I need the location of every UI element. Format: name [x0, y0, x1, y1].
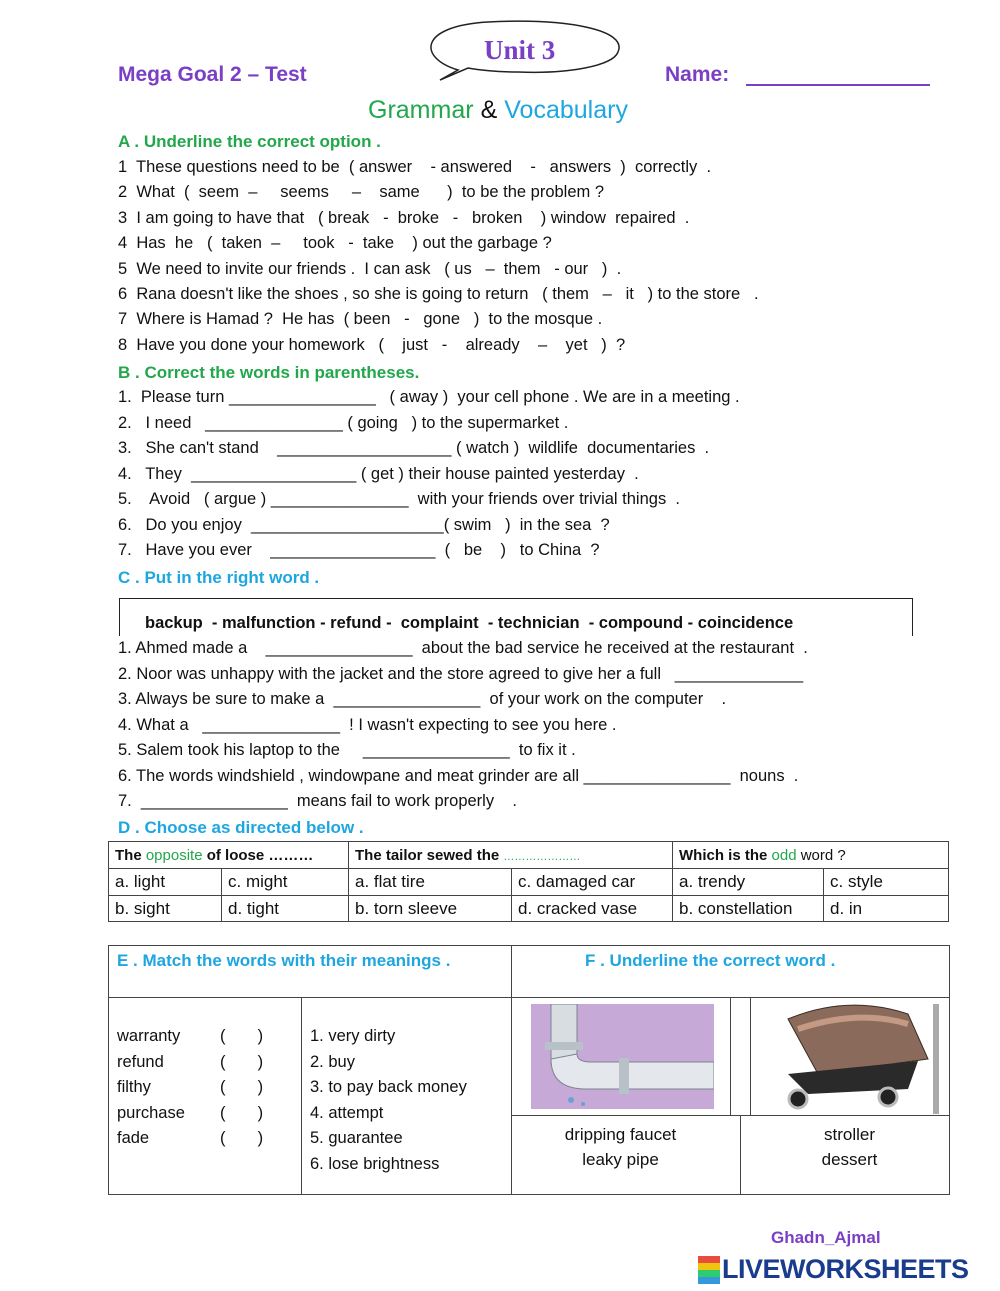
e-meaning: 3. to pay back money: [310, 1078, 467, 1096]
f-option[interactable]: leaky pipe: [582, 1150, 659, 1169]
d-option[interactable]: a. flat tire: [349, 869, 512, 896]
author-credit: Ghadn_Ajmal: [771, 1228, 881, 1247]
a-question[interactable]: 7 Where is Hamad ? He has ( been - gone ) to the mosque .: [118, 310, 603, 329]
e-meaning: 2. buy: [310, 1052, 355, 1071]
e-word: fade: [117, 1129, 150, 1147]
d-q1-prompt: The opposite of loose ………: [109, 842, 349, 869]
e-word: purchase: [117, 1103, 185, 1122]
e-word: refund: [117, 1052, 164, 1071]
stroller-image: [758, 999, 946, 1114]
a-question[interactable]: 4 Has he ( taken – took - take ) out the garbage ?: [118, 234, 552, 253]
d-option[interactable]: d. tight: [222, 896, 349, 922]
f-q1-options: [511, 1122, 730, 1172]
b-question[interactable]: 6. Do you enjoy _____________________( swim ) in the sea ?: [118, 515, 610, 534]
d-option[interactable]: c. damaged car: [512, 869, 673, 896]
b-question[interactable]: 4. They __________________ ( get ) their house painted yesterday .: [118, 464, 639, 483]
f-option[interactable]: stroller: [823, 1125, 875, 1144]
word-bank: backup - malfunction - refund - complaint - technician - compound - coincidence: [145, 614, 794, 632]
c-question[interactable]: 3. Always be sure to make a ________________ of your work on the computer .: [118, 690, 727, 708]
c-question[interactable]: 4. What a _______________ ! I wasn't expecting to see you here .: [118, 715, 617, 734]
c-question[interactable]: 7. ________________ means fail to work properly .: [118, 792, 518, 810]
e-answer-blank[interactable]: ( ): [220, 1103, 264, 1122]
c-question[interactable]: 1. Ahmed made a ________________ about the bad service he received at the restaurant .: [118, 639, 808, 657]
b-question[interactable]: 2. I need _______________ ( going ) to the supermarket .: [118, 413, 569, 432]
subtitle-grammar: Grammar: [368, 96, 474, 124]
section-a-title: A . Underline the correct option .: [118, 132, 381, 151]
d-option[interactable]: d. cracked vase: [512, 896, 673, 922]
section-d-title: D . Choose as directed below .: [118, 818, 364, 837]
c-question[interactable]: 6. The words windshield , windowpane and meat grinder are all ________________ nouns .: [118, 766, 799, 785]
d-option[interactable]: b. constellation: [673, 896, 824, 922]
liveworksheets-logo-icon: [698, 1256, 720, 1284]
e-meaning: 6. lose brightness: [310, 1154, 440, 1173]
d-option[interactable]: d. in: [824, 896, 949, 922]
leaky-pipe-image: [531, 1004, 714, 1109]
c-question[interactable]: 2. Noor was unhappy with the jacket and the store agreed to give her a full ______________: [118, 664, 804, 683]
b-question[interactable]: 7. Have you ever __________________ ( be ) to China ?: [118, 541, 600, 559]
unit-title: Unit 3: [484, 35, 556, 65]
section-b-title: B . Correct the words in parentheses.: [118, 363, 420, 382]
section-e-title: E . Match the words with their meanings .: [117, 951, 451, 970]
section-c-title: C . Put in the right word .: [118, 568, 320, 587]
e-answer-blank[interactable]: ( ): [220, 1052, 264, 1071]
b-question[interactable]: 5. Avoid ( argue ) _______________ with your friends over trivial things .: [118, 490, 680, 508]
brand-logo: LIVEWORKSHEETS: [722, 1254, 969, 1284]
d-option[interactable]: a. trendy: [673, 869, 824, 896]
section-d-table: [108, 841, 949, 922]
a-question[interactable]: 6 Rana doesn't like the shoes , so she is going to return ( them – it ) to the store .: [118, 285, 759, 303]
e-answer-blank[interactable]: ( ): [220, 1078, 264, 1096]
d-option[interactable]: c. might: [222, 869, 349, 896]
f-option[interactable]: dripping faucet: [564, 1125, 677, 1144]
d-q3-prompt: Which is the odd word ?: [673, 842, 949, 869]
d-option[interactable]: c. style: [824, 869, 949, 896]
e-word: filthy: [117, 1078, 151, 1096]
test-title: Mega Goal 2 – Test: [118, 63, 307, 86]
subtitle-vocabulary: Vocabulary: [504, 96, 628, 124]
a-question[interactable]: 8 Have you done your homework ( just - already – yet ) ?: [118, 335, 626, 354]
e-meaning: 5. guarantee: [310, 1129, 403, 1147]
e-word: warranty: [117, 1027, 181, 1045]
e-answer-blank[interactable]: ( ): [220, 1129, 264, 1147]
subtitle: [368, 96, 635, 125]
d-option[interactable]: b. sight: [109, 896, 222, 922]
d-option[interactable]: a. light: [109, 869, 222, 896]
subtitle-amp: &: [480, 96, 498, 124]
b-question[interactable]: 1. Please turn ________________ ( away ) your cell phone . We are in a meeting .: [118, 388, 740, 406]
a-question[interactable]: 2 What ( seem – seems – same ) to be the problem ?: [118, 183, 605, 202]
b-question[interactable]: 3. She can't stand ___________________ ( watch ) wildlife documentaries .: [118, 439, 710, 457]
e-meaning: 1. very dirty: [310, 1027, 396, 1045]
d-option[interactable]: b. torn sleeve: [349, 896, 512, 922]
section-f-title: F . Underline the correct word .: [585, 951, 836, 970]
name-field[interactable]: [746, 84, 930, 86]
d-q2-prompt: The tailor sewed the …………………: [349, 842, 673, 869]
a-question[interactable]: 1 These questions need to be ( answer - answered - answers ) correctly .: [118, 158, 712, 176]
a-question[interactable]: 5 We need to invite our friends . I can ask ( us – them - our ) .: [118, 259, 622, 278]
f-q2-options: [750, 1122, 949, 1172]
a-question[interactable]: 3 I am going to have that ( break - broke - broken ) window repaired .: [118, 208, 690, 227]
name-label: Name:: [665, 63, 730, 86]
c-question[interactable]: 5. Salem took his laptop to the ________________ to fix it .: [118, 741, 576, 759]
f-option[interactable]: dessert: [821, 1150, 878, 1169]
e-meaning: 4. attempt: [310, 1103, 384, 1122]
e-answer-blank[interactable]: ( ): [220, 1027, 264, 1045]
